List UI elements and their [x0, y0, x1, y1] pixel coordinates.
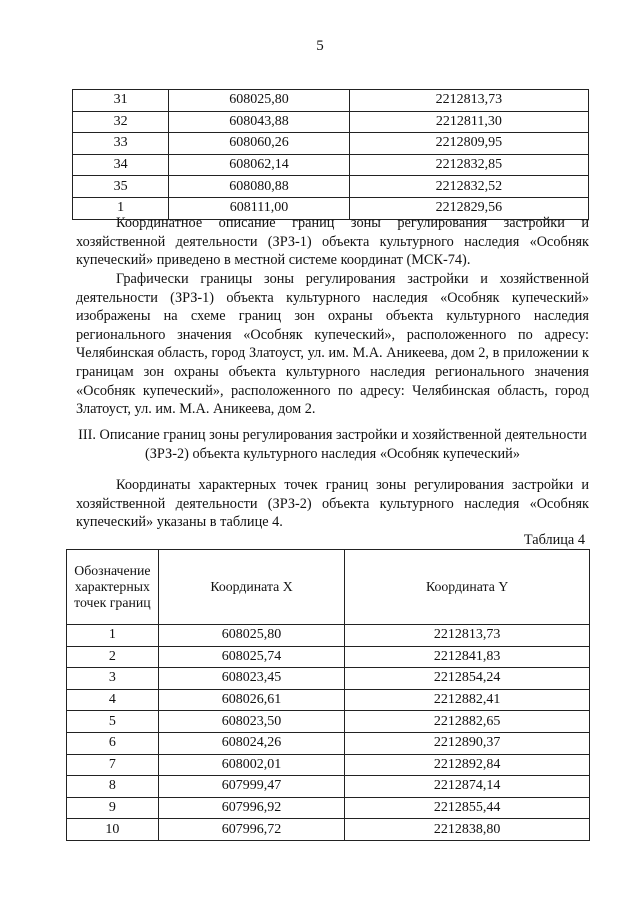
point-id-cell: 32 [73, 111, 169, 133]
table-row [67, 646, 590, 668]
table-row [67, 625, 590, 647]
coord-y-cell: 2212813,73 [349, 90, 588, 112]
coord-y-cell: 2212892,84 [345, 754, 590, 776]
coord-x-cell: 607996,92 [158, 797, 344, 819]
coord-y-cell: 2212838,80 [345, 819, 590, 841]
table-row [73, 111, 589, 133]
coord-x-cell: 608043,88 [169, 111, 350, 133]
coord-x-cell: 608062,14 [169, 154, 350, 176]
point-id-cell: 35 [73, 176, 169, 198]
coord-y-cell: 2212809,95 [349, 133, 588, 155]
table-row [73, 154, 589, 176]
point-id-cell: 7 [67, 754, 159, 776]
coord-x-cell: 608025,80 [169, 90, 350, 112]
coord-y-cell: 2212811,30 [349, 111, 588, 133]
coord-y-cell: 2212882,65 [345, 711, 590, 733]
coord-x-header: Координата X [158, 550, 344, 625]
point-id-cell: 6 [67, 732, 159, 754]
coord-y-cell: 2212829,56 [349, 197, 588, 219]
coord-x-cell: 608025,74 [158, 646, 344, 668]
point-id-cell: 5 [67, 711, 159, 733]
point-designation-header: Обозначение характерных точек границ [67, 550, 159, 625]
point-id-cell: 10 [67, 819, 159, 841]
coord-x-cell: 608080,88 [169, 176, 350, 198]
table-row [73, 176, 589, 198]
coord-y-cell: 2212874,14 [345, 776, 590, 798]
table-row [67, 668, 590, 690]
table-header-row [67, 550, 590, 625]
coordinates-table-continued [72, 89, 589, 220]
point-id-cell: 1 [67, 625, 159, 647]
coord-x-cell: 608111,00 [169, 197, 350, 219]
table-intro-paragraph: Координаты характерных точек границ зоны регулирования застройки и хозяйственной деятельности (ЗРЗ-2) объекта культурного наследия «Особняк купеческий» указаны в таблице 4. [76, 477, 589, 531]
point-id-cell: 8 [67, 776, 159, 798]
point-id-cell: 1 [73, 197, 169, 219]
point-id-cell: 4 [67, 689, 159, 711]
point-id-cell: 34 [73, 154, 169, 176]
coord-x-cell: 608023,45 [158, 668, 344, 690]
coord-x-cell: 608024,26 [158, 732, 344, 754]
coord-x-cell: 608025,80 [158, 625, 344, 647]
coord-y-cell: 2212841,83 [345, 646, 590, 668]
table-row [67, 711, 590, 733]
table-row [67, 689, 590, 711]
point-id-cell: 9 [67, 797, 159, 819]
coord-x-cell: 608060,26 [169, 133, 350, 155]
coord-x-cell: 607999,47 [158, 776, 344, 798]
section-heading: III. Описание границ зоны регулирования застройки и хозяйственной деятельности (ЗРЗ-2) объекта культурного наследия «Особняк купеческий» [78, 427, 587, 462]
coord-x-cell: 607996,72 [158, 819, 344, 841]
point-id-cell: 33 [73, 133, 169, 155]
coord-y-header: Координата Y [345, 550, 590, 625]
coordinate-system-paragraph: Координатное описание границ зоны регулирования застройки и хозяйственной деятельности (ЗРЗ-1) объекта культурного наследия «Особняк купеческий» приведено в местной системе координат (МСК-74). [76, 215, 589, 269]
table-caption: Таблица 4 [523, 532, 585, 548]
coord-x-cell: 608023,50 [158, 711, 344, 733]
coord-x-cell: 608002,01 [158, 754, 344, 776]
table-row [67, 754, 590, 776]
coord-x-cell: 608026,61 [158, 689, 344, 711]
table-row [73, 133, 589, 155]
coord-y-cell: 2212854,24 [345, 668, 590, 690]
coord-y-cell: 2212890,37 [345, 732, 590, 754]
point-id-cell: 31 [73, 90, 169, 112]
coord-y-cell: 2212855,44 [345, 797, 590, 819]
coord-y-cell: 2212813,73 [345, 625, 590, 647]
coord-y-cell: 2212882,41 [345, 689, 590, 711]
table-row [73, 90, 589, 112]
table-row [67, 819, 590, 841]
point-id-cell: 2 [67, 646, 159, 668]
table-row [67, 732, 590, 754]
coordinates-table-4 [66, 549, 590, 841]
page-number: 5 [316, 38, 324, 54]
graphic-boundaries-paragraph: Графически границы зоны регулирования застройки и хозяйственной деятельности (ЗРЗ-1) объекта культурного наследия «Особняк купеческий» изображены на схеме границ зон охраны объекта культурного наследия регионального значения «Особняк купеческий», расположенного по адресу: Челябинская область, город Златоуст, ул. им. М.А. Аникеева, дом 2, в приложении к границам зон охраны объекта культурного наследия регионального значения «Особняк купеческий», расположенного по адресу: Челябинская область, город Златоуст, ул. им. М.А. Аникеева, дом 2. [76, 271, 589, 418]
coord-y-cell: 2212832,52 [349, 176, 588, 198]
point-id-cell: 3 [67, 668, 159, 690]
table-row [67, 797, 590, 819]
coord-y-cell: 2212832,85 [349, 154, 588, 176]
table-row [67, 776, 590, 798]
